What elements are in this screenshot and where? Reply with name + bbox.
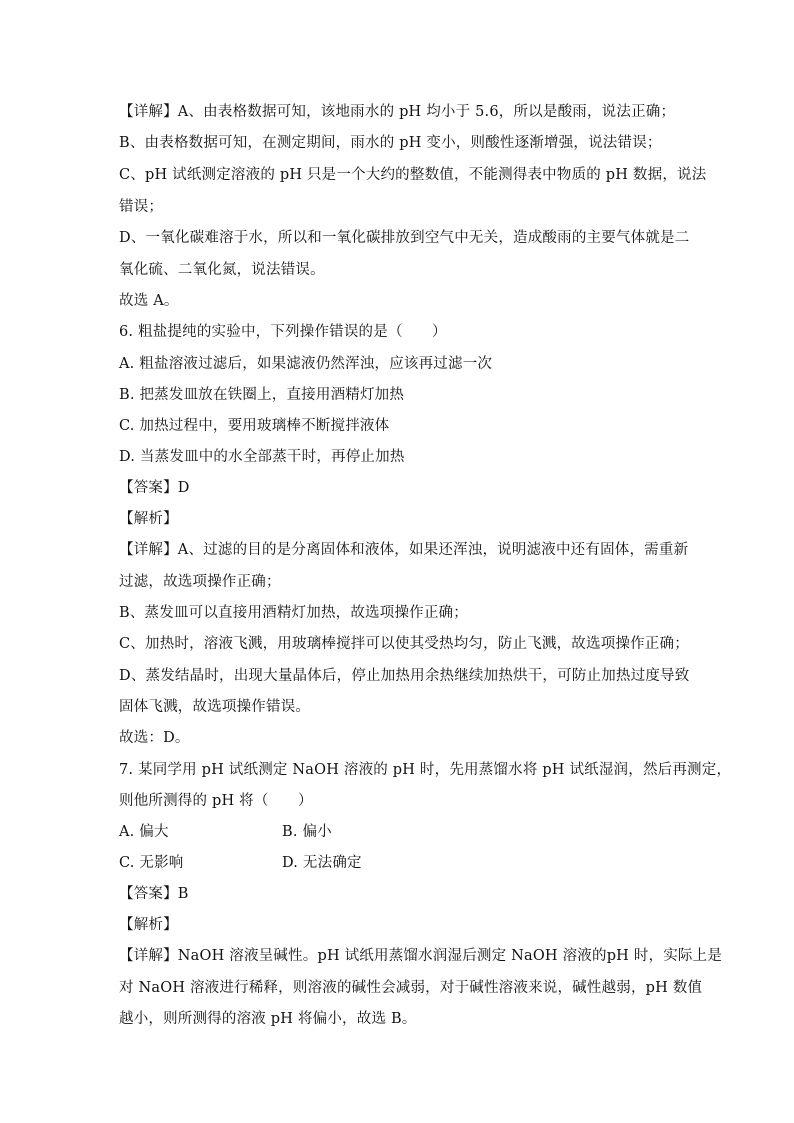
question-7-stem-cont: 则他所测得的 pH 将（ ） (119, 793, 313, 809)
text-line: 故选：D。 (119, 730, 190, 746)
answer-label: 【答案】D (119, 480, 190, 496)
question-7-stem: 7. 某同学用 pH 试纸测定 NaOH 溶液的 pH 时，先用蒸馏水将 pH 试纸湿润，然后再测定， (119, 762, 732, 778)
text-line: 【详解】A、过滤的目的是分离固体和液体，如果还浑浊，说明滤液中还有固体，需重新 (119, 542, 689, 558)
question-7-option-c: C. 无影响 (119, 855, 184, 871)
text-line: D、蒸发结晶时，出现大量晶体后，停止加热用余热继续加热烘干，可防止加热过度导致 (119, 668, 690, 684)
text-line: C、pH 试纸测定溶液的 pH 只是一个大约的整数值，不能测得表中物质的 pH 数据，说法 (119, 167, 707, 183)
answer-label: 【答案】B (119, 886, 189, 902)
question-7-option-b: B. 偏小 (282, 824, 332, 840)
text-line: C、加热时，溶液飞溅，用玻璃棒搅拌可以使其受热均匀，防止飞溅，故选项操作正确； (119, 636, 689, 652)
question-7-options-row-2 (119, 853, 184, 873)
text-line: D、一氧化碳难溶于水，所以和一氧化碳排放到空气中无关，造成酸雨的主要气体就是二 (119, 230, 690, 246)
question-6-option-c: C. 加热过程中，要用玻璃棒不断搅拌液体 (119, 418, 390, 434)
text-line: 氧化硫、二氧化氮，说法错误。 (119, 262, 325, 278)
question-6-option-a: A. 粗盐溶液过滤后，如果滤液仍然浑浊，应该再过滤一次 (119, 356, 493, 372)
analysis-label: 【解析】 (119, 917, 178, 933)
text-line: 【详解】A、由表格数据可知，该地雨水的 pH 均小于 5.6，所以是酸雨，说法正确； (119, 104, 676, 120)
text-line: 【详解】NaOH 溶液呈碱性。pH 试纸用蒸馏水润湿后测定 NaOH 溶液的pH 时，实际上是 (119, 948, 723, 964)
question-6-option-b: B. 把蒸发皿放在铁圈上，直接用酒精灯加热 (119, 387, 405, 403)
text-line: 故选 A。 (119, 293, 179, 309)
question-7-option-a: A. 偏大 (119, 824, 169, 840)
question-6-stem: 6. 粗盐提纯的实验中，下列操作错误的是（ ） (119, 324, 447, 340)
text-line: B、由表格数据可知，在测定期间，雨水的 pH 变小，则酸性逐渐增强，说法错误； (119, 135, 662, 151)
analysis-label: 【解析】 (119, 511, 178, 527)
question-7-option-d: D. 无法确定 (282, 855, 362, 871)
text-line: 越小，则所测得的溶液 pH 将偏小，故选 B。 (119, 1011, 417, 1027)
text-line: 固体飞溅，故选项操作错误。 (119, 699, 311, 715)
question-7-options-row-1 (119, 822, 169, 842)
text-line: 对 NaOH 溶液进行稀释，则溶液的碱性会减弱，对于碱性溶液来说，碱性越弱，pH 数值 (119, 980, 703, 996)
text-line: B、蒸发皿可以直接用酒精灯加热，故选项操作正确； (119, 605, 468, 621)
text-line: 错误； (119, 199, 164, 215)
text-line: 过滤，故选项操作正确； (119, 574, 281, 590)
question-6-option-d: D. 当蒸发皿中的水全部蒸干时，再停止加热 (119, 449, 405, 465)
